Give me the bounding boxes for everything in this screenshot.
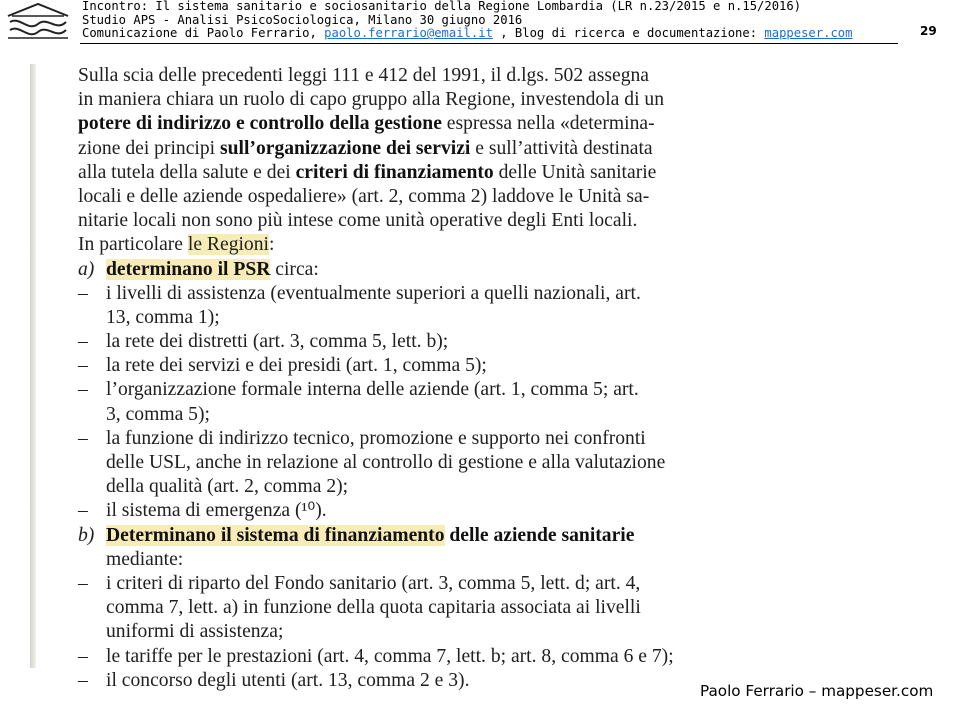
email-link[interactable]: paolo.ferrario@email.it [324, 26, 493, 41]
text-span: zione dei principi [78, 137, 221, 159]
header-line-3-prefix: Comunicazione di Paolo Ferrario, [82, 26, 325, 41]
list-item-continued: 3, comma 5); [106, 403, 210, 425]
text-line: in maniera chiara un ruolo di capo gruppo alla Regione, investendola di un [78, 89, 665, 111]
list-item [78, 282, 748, 305]
text-line [78, 233, 748, 256]
dash-bullet: – [78, 379, 88, 401]
dash-bullet: – [78, 355, 88, 377]
text-line: Sulla scia delle precedenti leggi 111 e 412 del 1991, il d.lgs. 502 assegna [78, 65, 649, 86]
slide-header [0, 0, 960, 46]
list-heading-a [78, 258, 748, 281]
list-item-continued: 13, comma 1); [106, 306, 220, 328]
header-line-3-middle: , Blog di ricerca e documentazione: [492, 26, 765, 41]
list-item [78, 572, 748, 595]
header-text-block [82, 0, 852, 41]
item-text: i criteri di riparto del Fondo sanitario (art. 3, comma 5, lett. d; art. 4, [106, 572, 641, 594]
bold-phrase: criteri di finanziamento [295, 161, 494, 183]
list-item [78, 645, 748, 668]
dash-bullet: – [78, 427, 88, 449]
dash-bullet: – [78, 645, 88, 667]
list-item [78, 499, 748, 522]
text-line [78, 161, 748, 184]
text-span: espressa nella «determina- [441, 113, 655, 135]
bold-phrase: delle aziende sanitarie [444, 524, 635, 546]
header-line-1: Incontro: Il sistema sanitario e sociosanitario della Regione Lombardia (LR n.23/2015 e n.15/2016) [82, 0, 802, 13]
header-line-3 [82, 27, 852, 41]
header-line-2: Studio APS - Analisi PsicoSociologica, Milano 30 giugno 2016 [82, 12, 523, 27]
handshake-logo-icon [4, 2, 72, 42]
list-item-continued: delle USL, anche in relazione al controllo di gestione e alla valutazione [106, 452, 666, 473]
bold-phrase: sull’organizzazione dei servizi [220, 137, 471, 159]
text-span: circa: [270, 258, 319, 280]
item-text: il concorso degli utenti (art. 13, comma 2 e 3). [106, 669, 470, 691]
text-span: alla tutela della salute e dei [78, 161, 296, 183]
dash-bullet: – [78, 572, 88, 594]
list-item [78, 669, 748, 692]
footer-credit: Paolo Ferrario – mappeser.com [700, 682, 934, 700]
item-text: la rete dei distretti (art. 3, comma 5, lett. b); [106, 331, 449, 353]
list-heading-continued: mediante: [106, 548, 184, 570]
list-item [78, 354, 748, 377]
list-heading-b [78, 524, 748, 547]
header-divider [80, 43, 898, 44]
item-text: la rete dei servizi e dei presidi (art. 1, comma 5); [106, 355, 487, 377]
site-link[interactable]: mappeser.com [764, 26, 853, 41]
text-line: locali e delle aziende ospedaliere» (art. 2, comma 2) laddove le Unità sa- [78, 185, 650, 207]
item-text: le tariffe per le prestazioni (art. 4, comma 7, lett. b; art. 8, comma 6 e 7); [106, 645, 674, 667]
scanned-page [30, 58, 750, 691]
highlighted-phrase: le Regioni [187, 234, 269, 256]
highlighted-bold-phrase: determinano il PSR [106, 258, 271, 280]
text-span: e sull’attività destinata [470, 137, 653, 159]
bold-phrase: potere di indirizzo e controllo della gestione [78, 113, 442, 135]
list-item [78, 330, 748, 353]
scan-binding-edge [30, 64, 36, 668]
list-label: b) [78, 524, 95, 546]
item-text: i livelli di assistenza (eventualmente superiori a quelli nazionali, art. [106, 282, 641, 304]
document-text [78, 58, 748, 691]
item-text: l’organizzazione formale interna delle aziende (art. 1, comma 5; art. [106, 379, 639, 401]
dash-bullet: – [78, 500, 88, 522]
item-text: il sistema di emergenza (¹⁰). [106, 500, 327, 522]
list-item-continued: comma 7, lett. a) in funzione della quota capitaria associata ai livelli [106, 597, 641, 619]
list-item-continued: della qualità (art. 2, comma 2); [106, 476, 349, 498]
list-label: a) [78, 258, 95, 280]
list-item-continued: uniformi di assistenza; [106, 621, 284, 643]
text-line: nitarie locali non sono più intese come unità operative degli Enti locali. [78, 210, 638, 232]
page-number: 29 [920, 24, 937, 38]
item-text: la funzione di indirizzo tecnico, promozione e supporto nei confronti [106, 427, 646, 449]
text-span: In particolare [78, 234, 188, 256]
list-item [78, 427, 748, 450]
dash-bullet: – [78, 282, 88, 304]
text-span: : [268, 234, 275, 256]
list-item [78, 378, 748, 401]
text-span: delle Unità sanitarie [493, 161, 657, 183]
text-line [78, 112, 748, 135]
dash-bullet: – [78, 669, 88, 691]
dash-bullet: – [78, 331, 88, 353]
highlighted-bold-phrase: Determinano il sistema di finanziamento [106, 524, 445, 546]
text-line [78, 137, 748, 160]
